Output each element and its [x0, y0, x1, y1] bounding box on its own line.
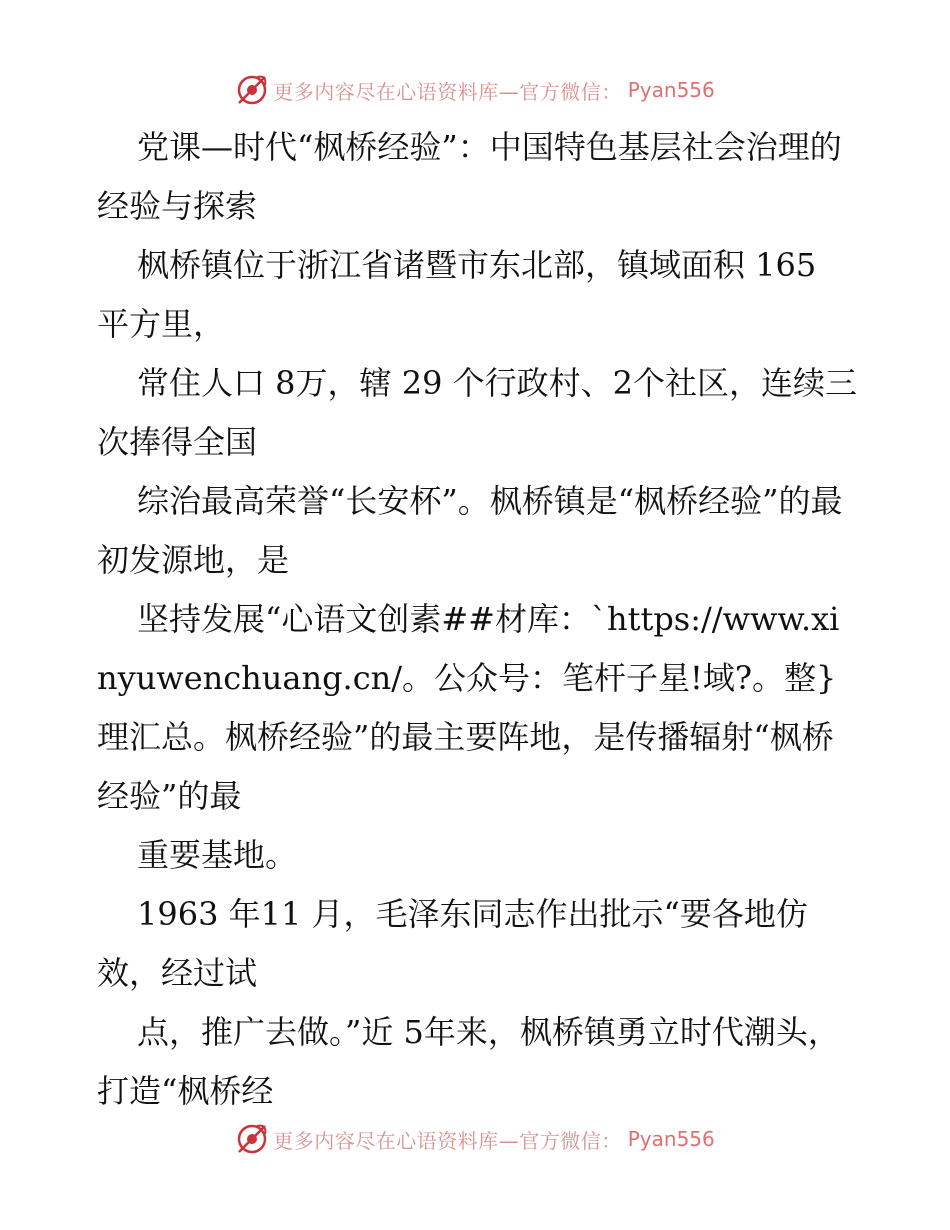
footer-watermark [0, 1119, 950, 1159]
watermark-text: 更多内容尽在心语资料库—官方微信： [273, 79, 622, 104]
watermark-brand: Pyan556 [627, 78, 715, 102]
header-watermark [0, 70, 950, 110]
paragraph: 点，推广去做。”近 5年来，枫桥镇勇立时代潮头，打造“枫桥经 [97, 1013, 840, 1110]
paragraph: 枫桥镇位于浙江省诸暨市东北部，镇域面积 165 平方里， [97, 246, 817, 343]
paragraph: 综治最高荣誉“长安杯”。枫桥镇是“枫桥经验”的最初发源地，是 [97, 482, 843, 579]
paragraph: 1963 年11 月，毛泽东同志作出批示“要各地仿效，经过试 [97, 895, 808, 992]
paragraph: 常住人口 8万，辖 29 个行政村、2个社区，连续三次捧得全国 [97, 364, 857, 461]
watermark-brand: Pyan556 [627, 1127, 715, 1151]
quill-logo-icon [235, 73, 269, 107]
quill-logo-icon [235, 1122, 269, 1156]
document-body [97, 118, 857, 1121]
paragraph-title: 党课—时代“枫桥经验”：中国特色基层社会治理的经验与探索 [97, 128, 842, 225]
watermark-text: 更多内容尽在心语资料库—官方微信： [273, 1128, 622, 1153]
paragraph: 重要基地。 [137, 836, 298, 874]
paragraph: 坚持发展“心语文创素##材库：`https://www.xinyuwenchuang.cn/。公众号：笔杆子星!域?。整}理汇总。枫桥经验”的最主要阵地，是传播辐射“枫桥经验”的最 [97, 600, 840, 815]
